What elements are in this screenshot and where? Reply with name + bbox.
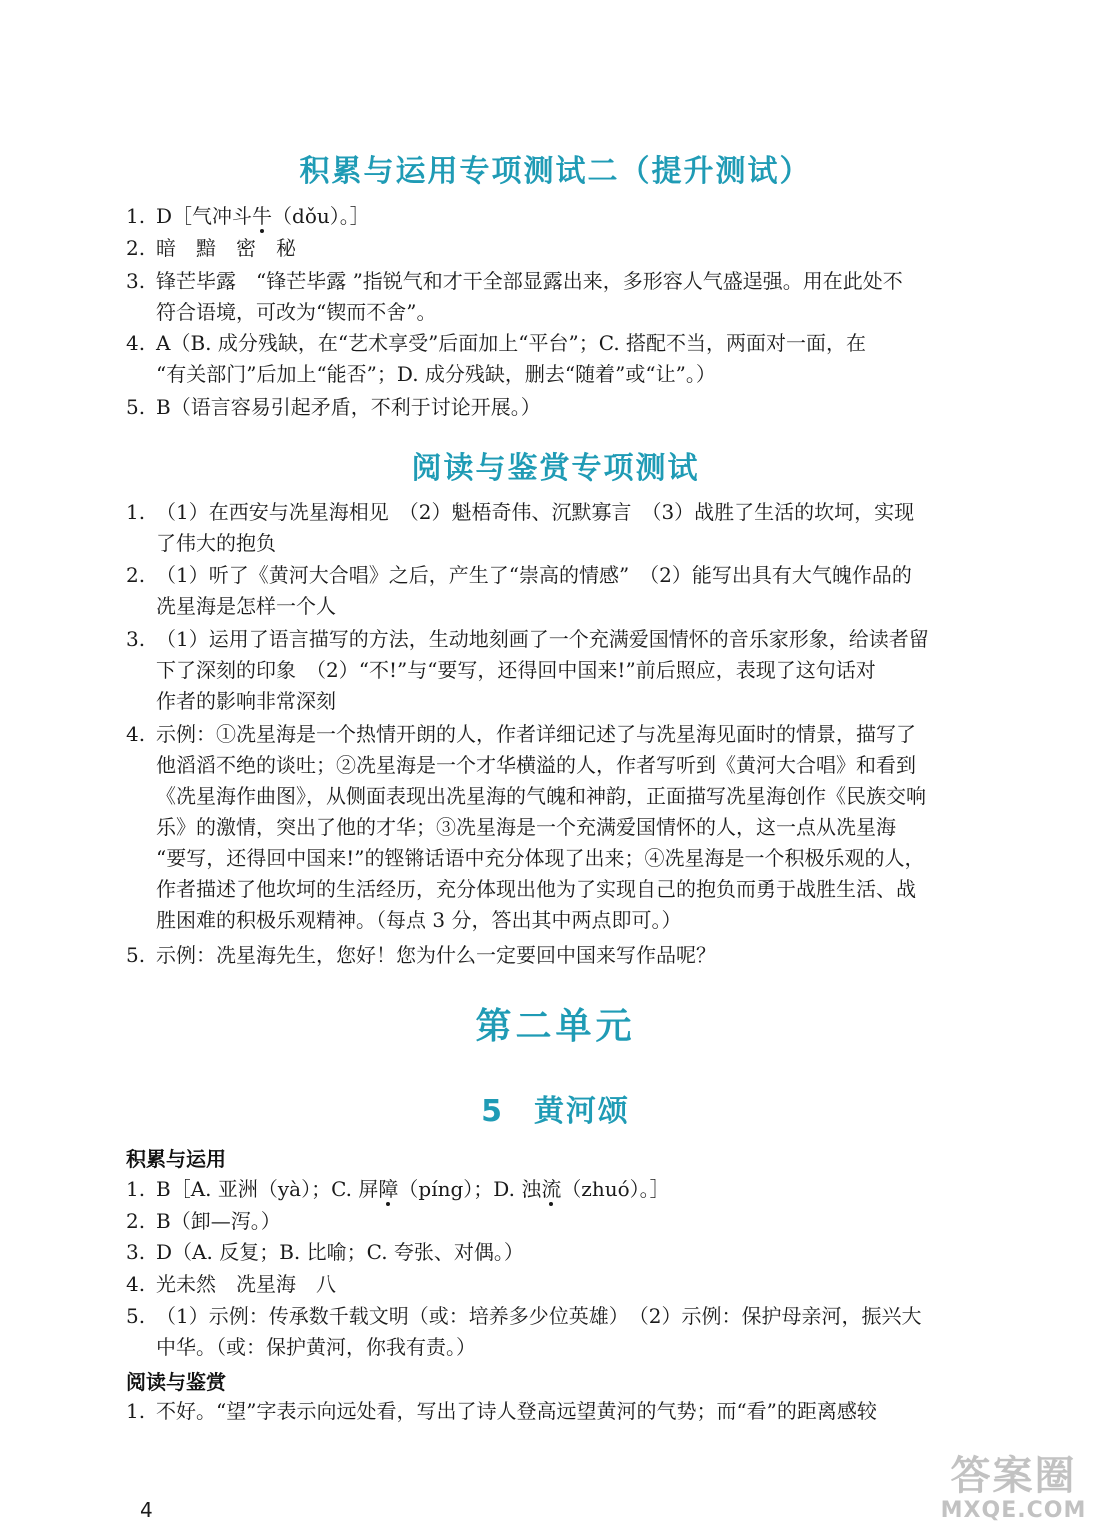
lesson-answer-5: 5. （1）示例：传承数千载文明（或：培养多少位英雄） （2）示例：保护母亲河，振兴大 中华。（或：保护黄河，你我有责。）	[126, 1304, 922, 1359]
lesson-name: 黄河颂	[533, 1094, 630, 1129]
subhead-reading: 阅读与鉴赏	[126, 1370, 226, 1394]
emphasis-dot-char: 牛	[252, 204, 273, 228]
s2-answer-1: 1. （1）在西安与冼星海相见 （2）魁梧奇伟、沉默寡言 （3）战胜了生活的坎坷，实现 了伟大的抱负	[126, 500, 915, 555]
s2-answer-2: 2. （1）听了《黄河大合唱》之后，产生了“崇高的情感” （2）能写出具有大气魄作品的 冼星海是怎样一个人	[126, 563, 912, 618]
s1-answer-4: 4. A（B. 成分残缺，在“艺术享受”后面加上“平台”；C. 搭配不当，两面对一面，在 “有关部门”后加上“能否”；D. 成分残缺，删去“随着”或“让”。）	[126, 331, 867, 386]
s1-answer-2: 2. 暗 黯 密 秘	[126, 236, 296, 260]
lesson-answer-2: 2. B（卸—泻。）	[126, 1209, 281, 1233]
s1-answer-1: 1. D［气冲斗牛（dǒu）。］	[126, 204, 370, 228]
section-title-accumulation-test: 积累与运用专项测试二（提升测试）	[299, 154, 812, 189]
unit-title: 第二单元	[475, 1006, 636, 1047]
s1-answer-3: 3. 锋芒毕露 “锋芒毕露 ”指锐气和才干全部显露出来，多形容人气盛逞强。用在此处不 符合语境，可改为“锲而不舍”。	[126, 269, 903, 324]
s2-answer-5: 5. 示例：冼星海先生，您好！您为什么一定要回中国来写作品呢？	[126, 943, 716, 967]
section-title-reading-test: 阅读与鉴赏专项测试	[411, 451, 700, 486]
watermark-logo: 答案圈 MXQE.COM	[940, 1453, 1087, 1523]
lesson-answer-4: 4. 光未然 冼星海 八	[126, 1272, 336, 1296]
s1-answer-5: 5. B（语言容易引起矛盾，不利于讨论开展。）	[126, 395, 541, 419]
s2-answer-3: 3. （1）运用了语言描写的方法，生动地刻画了一个充满爱国情怀的音乐家形象，给读者留 下了深刻的印象 （2）“不!”与“要写，还得回中国来!”前后照应，表现了这句话对 作者的影响非常深刻	[126, 627, 929, 713]
lesson-number: 5	[481, 1094, 504, 1129]
emphasis-dot-char: 流	[541, 1177, 562, 1201]
reading-answer-1: 1. 不好。“望”字表示向远处看，写出了诗人登高远望黄河的气势；而“看”的距离感较	[126, 1399, 877, 1423]
page-number: 4	[140, 1498, 153, 1522]
lesson-title	[0, 1086, 1111, 1130]
lesson-answer-3: 3. D（A. 反复；B. 比喻；C. 夸张、对偶。）	[126, 1240, 524, 1264]
subhead-accumulation: 积累与运用	[126, 1147, 226, 1171]
s2-answer-4: 4. 示例：①冼星海是一个热情开朗的人，作者详细记述了与冼星海见面时的情景，描写了 他滔滔不绝的谈吐；②冼星海是一个才华横溢的人，作者写听到《黄河大合唱》和看到 《冼星海作曲图》，从侧面表现出冼星海的气魄和神韵，正面描写冼星海创作《民族交响 乐》的激情，突出了他的才华；③冼星海是一个充满爱国情怀的人，这一点从冼星海 “要写，还得回中国来!”的铿锵话语中充分体现了出来；④冼星海是一个积极乐观的人， 作者描述了他坎坷的生活经历，充分体现出他为了实现自己的抱负而勇于战胜生活、战 胜困难的积极乐观精神。（每点 3 分，答出其中两点即可。）	[126, 722, 926, 932]
emphasis-dot-char: 障	[378, 1177, 399, 1201]
lesson-answer-1: 1. B［A. 亚洲（yà）；C. 屏障（píng）；D. 浊流（zhuó）。］	[126, 1177, 670, 1201]
